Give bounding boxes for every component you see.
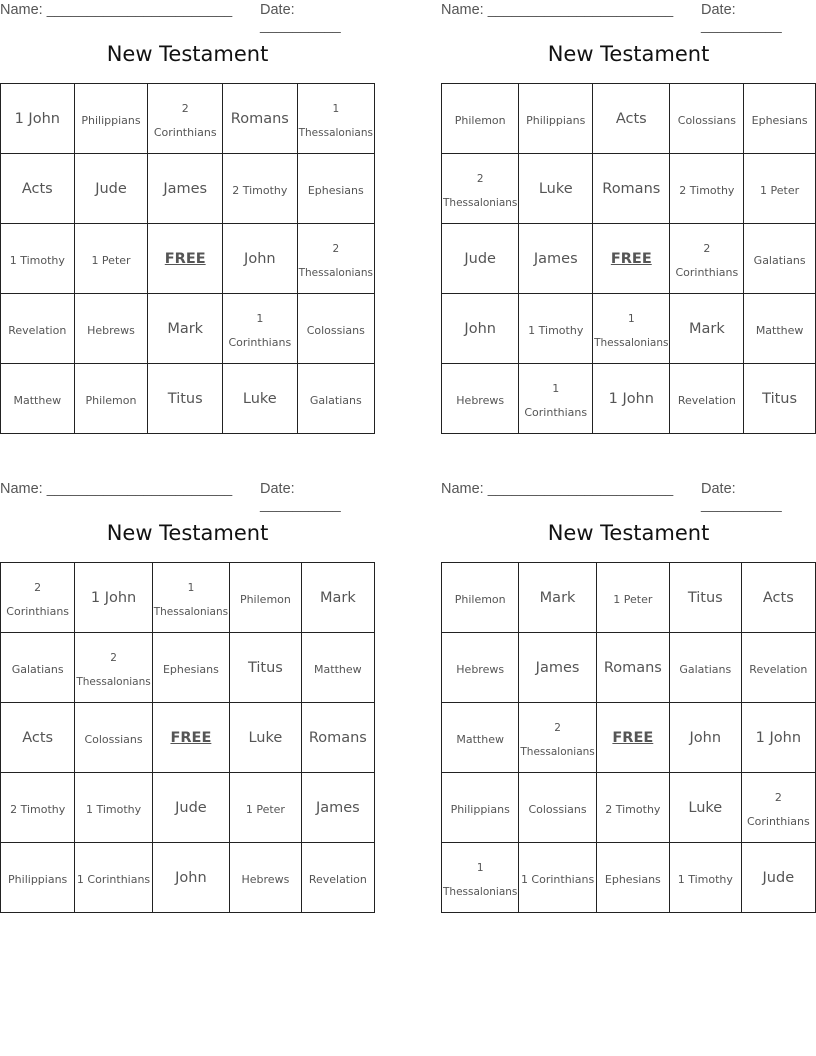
bingo-cell-label: Revelation	[749, 662, 808, 676]
bingo-cell-label: 1 Thessalonians	[298, 103, 373, 139]
free-space	[148, 224, 223, 294]
bingo-cell-label: Philippians	[8, 872, 68, 886]
bingo-cell	[744, 154, 816, 224]
bingo-cell-label: Philippians	[450, 802, 510, 816]
bingo-cell	[519, 154, 593, 224]
bingo-cell	[152, 563, 229, 633]
bingo-cell	[741, 843, 815, 913]
bingo-cell-label: Luke	[242, 391, 277, 408]
bingo-cell-label: 1 Thessalonians	[594, 313, 669, 349]
bingo-cell-label: Ephesians	[307, 183, 364, 197]
bingo-cell	[519, 563, 596, 633]
bingo-row	[1, 154, 375, 224]
bingo-cell	[148, 294, 223, 364]
card-title: New Testament	[106, 42, 269, 66]
bingo-cell	[741, 563, 815, 633]
bingo-cell-label: 2 Timothy	[10, 802, 66, 816]
bingo-cell-label: Acts	[615, 111, 647, 128]
bingo-cell	[744, 224, 816, 294]
bingo-cell-label: Philemon	[85, 393, 137, 407]
bingo-row	[1, 224, 375, 294]
bingo-cell-label: Romans	[602, 181, 661, 198]
bingo-cell-label: 1 Thessalonians	[443, 862, 518, 898]
bingo-cell-label: 2 Thessalonians	[443, 173, 518, 209]
bingo-cell-label: Ephesians	[604, 872, 661, 886]
bingo-cell	[230, 563, 302, 633]
bingo-cell	[442, 773, 519, 843]
bingo-cell-label: 1 Corinthians	[520, 872, 595, 886]
card-title: New Testament	[106, 521, 269, 545]
bingo-cell	[148, 154, 223, 224]
bingo-cell	[593, 84, 670, 154]
bingo-cell-label: 1 Peter	[245, 802, 285, 816]
bingo-cell-label: 1 Timothy	[528, 323, 584, 337]
bingo-cell-label: 2 Corinthians	[6, 581, 70, 618]
bingo-cell	[593, 154, 670, 224]
bingo-cell-label: 2 Thessalonians	[520, 722, 595, 758]
bingo-cell-label: Romans	[308, 730, 367, 747]
bingo-cell	[519, 773, 596, 843]
bingo-row	[1, 773, 375, 843]
bingo-card-3	[0, 479, 375, 887]
bingo-cell	[152, 773, 229, 843]
bingo-cell-label: 1 John	[608, 391, 654, 408]
bingo-row	[1, 633, 375, 703]
bingo-cell-label: James	[315, 800, 360, 817]
bingo-row	[1, 563, 375, 633]
bingo-cell	[301, 843, 374, 913]
bingo-cell-label: Galatians	[11, 662, 64, 676]
bingo-cell	[75, 843, 152, 913]
bingo-cell	[442, 364, 519, 434]
bingo-cell-label: 1 Timothy	[677, 872, 733, 886]
bingo-cell	[74, 154, 148, 224]
bingo-card-2	[441, 0, 816, 419]
bingo-cell	[1, 294, 75, 364]
bingo-cell	[442, 633, 519, 703]
bingo-cell	[223, 224, 298, 294]
bingo-cell	[1, 843, 75, 913]
free-space-label: FREE	[612, 730, 654, 747]
bingo-cell-label: Galatians	[309, 393, 362, 407]
bingo-cell	[519, 703, 596, 773]
free-space-label: FREE	[610, 251, 652, 268]
bingo-cell	[1, 703, 75, 773]
bingo-cell	[75, 563, 152, 633]
bingo-cell	[670, 294, 744, 364]
bingo-cell-label: Hebrews	[241, 872, 290, 886]
bingo-cell-label: Colossians	[84, 732, 143, 746]
bingo-row	[442, 364, 816, 434]
bingo-cell	[301, 703, 374, 773]
bingo-cell	[741, 633, 815, 703]
bingo-cell-label: Revelation	[677, 393, 736, 407]
bingo-row	[442, 773, 816, 843]
bingo-cell-label: Luke	[688, 800, 723, 817]
bingo-cell-label: Titus	[247, 660, 283, 677]
bingo-cell-label: Jude	[95, 181, 127, 198]
bingo-cell-label: Titus	[167, 391, 203, 408]
bingo-cell-label: Jude	[175, 800, 207, 817]
date-field-label: Date: __________	[260, 2, 341, 34]
card-header	[0, 0, 375, 34]
bingo-cell	[741, 773, 815, 843]
bingo-cell-label: Philippians	[81, 113, 141, 127]
name-field-label: Name: _______________________	[441, 2, 674, 18]
bingo-cell	[301, 633, 374, 703]
bingo-cell	[223, 294, 298, 364]
bingo-cell-label: Galatians	[753, 253, 806, 267]
card-title: New Testament	[547, 521, 710, 545]
bingo-cell-label: Mark	[688, 321, 725, 338]
bingo-cell-label: Romans	[230, 111, 289, 128]
bingo-cell	[1, 633, 75, 703]
bingo-cell	[519, 843, 596, 913]
bingo-cell	[152, 843, 229, 913]
bingo-cell	[670, 84, 744, 154]
bingo-cell	[596, 633, 669, 703]
bingo-row	[1, 364, 375, 434]
bingo-cell-label: 1 John	[14, 111, 60, 128]
card-header	[0, 479, 375, 513]
bingo-cell-label: 2 Corinthians	[675, 242, 739, 279]
bingo-cell	[519, 294, 593, 364]
bingo-cell-label: Jude	[762, 870, 795, 887]
bingo-row	[442, 633, 816, 703]
bingo-cell-label: Matthew	[314, 662, 362, 676]
bingo-cell	[593, 294, 670, 364]
bingo-cell-label: 1 Timothy	[85, 802, 142, 816]
bingo-cell	[223, 364, 298, 434]
bingo-cell	[442, 154, 519, 224]
name-field-label: Name: _______________________	[441, 481, 674, 497]
bingo-cell-label: Philemon	[454, 113, 506, 127]
bingo-cell	[519, 633, 596, 703]
bingo-cell	[1, 224, 75, 294]
bingo-row	[442, 843, 816, 913]
bingo-cell-label: 1 Corinthians	[524, 382, 588, 419]
bingo-cell	[442, 224, 519, 294]
bingo-cell-label: Philemon	[239, 592, 291, 606]
bingo-cell	[301, 773, 374, 843]
bingo-cell-label: Acts	[21, 181, 53, 198]
bingo-cell-label: Romans	[603, 660, 662, 677]
bingo-cell	[1, 364, 75, 434]
bingo-cell-label: Acts	[22, 730, 54, 747]
bingo-cell-label: Matthew	[13, 393, 62, 407]
bingo-cell	[669, 563, 741, 633]
bingo-cell-label: Ephesians	[162, 662, 219, 676]
bingo-cell-label: 1 Thessalonians	[153, 582, 229, 618]
bingo-cell-label: 2 Corinthians	[153, 102, 217, 139]
bingo-cell	[744, 364, 816, 434]
bingo-cell	[669, 773, 741, 843]
bingo-grid	[0, 562, 375, 913]
bingo-cell	[148, 84, 223, 154]
bingo-cell	[74, 84, 148, 154]
bingo-row	[1, 703, 375, 773]
bingo-cell-label: Luke	[248, 730, 283, 747]
bingo-cell-label: Matthew	[456, 732, 504, 746]
bingo-cell	[223, 84, 298, 154]
date-field-label: Date: __________	[701, 481, 782, 513]
bingo-cell	[230, 633, 302, 703]
bingo-cell-label: Titus	[687, 590, 723, 607]
bingo-cell-label: 2 Corinthians	[746, 791, 810, 828]
bingo-cell	[596, 843, 669, 913]
bingo-cell	[519, 224, 593, 294]
bingo-cell	[1, 154, 75, 224]
bingo-cell-label: James	[533, 251, 578, 268]
bingo-cell-label: Philemon	[454, 592, 506, 606]
bingo-cell-label: Philippians	[526, 113, 586, 127]
bingo-cell-label: 1 John	[90, 590, 137, 607]
bingo-row	[442, 294, 816, 364]
bingo-card-1	[0, 0, 375, 408]
free-space-label: FREE	[164, 251, 206, 268]
bingo-cell	[223, 154, 298, 224]
bingo-cell	[230, 843, 302, 913]
bingo-cell	[230, 773, 302, 843]
bingo-row	[442, 84, 816, 154]
bingo-cell-label: Mark	[167, 321, 204, 338]
bingo-cell	[148, 364, 223, 434]
bingo-cell	[744, 84, 816, 154]
bingo-cell-label: Luke	[538, 181, 573, 198]
bingo-cell-label: Ephesians	[751, 113, 808, 127]
bingo-cell	[74, 294, 148, 364]
free-space	[593, 224, 670, 294]
bingo-cell	[596, 773, 669, 843]
bingo-row	[1, 84, 375, 154]
bingo-cell-label: Titus	[762, 391, 798, 408]
bingo-cell	[230, 703, 302, 773]
bingo-cell-label: 2 Thessalonians	[298, 243, 373, 279]
bingo-cell	[297, 154, 374, 224]
free-space-label: FREE	[170, 730, 212, 747]
bingo-cell-label: Hebrews	[456, 393, 505, 407]
bingo-cell	[442, 84, 519, 154]
bingo-cell-label: 2 Thessalonians	[76, 652, 151, 688]
bingo-grid	[441, 562, 816, 913]
bingo-cell	[442, 294, 519, 364]
bingo-cell	[1, 563, 75, 633]
bingo-cell	[670, 224, 744, 294]
bingo-cell	[670, 364, 744, 434]
bingo-row	[442, 154, 816, 224]
bingo-cell	[442, 563, 519, 633]
bingo-cell	[669, 703, 741, 773]
bingo-cell	[74, 364, 148, 434]
name-field-label: Name: _______________________	[0, 2, 233, 18]
bingo-row	[442, 703, 816, 773]
bingo-cell	[442, 703, 519, 773]
bingo-cell-label: Colossians	[677, 113, 736, 127]
bingo-row	[442, 224, 816, 294]
bingo-cell	[519, 364, 593, 434]
bingo-cell	[75, 773, 152, 843]
bingo-cell	[75, 633, 152, 703]
bingo-cell	[593, 364, 670, 434]
bingo-cell-label: James	[163, 181, 208, 198]
bingo-cell	[744, 294, 816, 364]
bingo-cell	[74, 224, 148, 294]
bingo-cell-label: Hebrews	[456, 662, 505, 676]
bingo-cell	[670, 154, 744, 224]
bingo-cell-label: Matthew	[755, 323, 804, 337]
bingo-card-4	[441, 479, 816, 898]
bingo-cell	[1, 773, 75, 843]
bingo-cell-label: Colossians	[306, 323, 365, 337]
bingo-cell-label: John	[244, 251, 276, 268]
bingo-cell-label: Colossians	[528, 802, 587, 816]
bingo-row	[1, 843, 375, 913]
bingo-cell	[75, 703, 152, 773]
bingo-cell-label: 1 Corinthians	[228, 312, 292, 349]
bingo-cell	[297, 224, 374, 294]
bingo-cell	[1, 84, 75, 154]
bingo-cell	[301, 563, 374, 633]
bingo-cell	[741, 703, 815, 773]
bingo-cell-label: 1 Peter	[760, 183, 800, 197]
bingo-cell-label: 2 Timothy	[605, 802, 661, 816]
bingo-grid	[0, 83, 375, 434]
bingo-cell	[442, 843, 519, 913]
bingo-cell-label: Mark	[319, 590, 356, 607]
card-header	[441, 0, 816, 34]
bingo-row	[442, 563, 816, 633]
bingo-grid	[441, 83, 816, 434]
card-title: New Testament	[547, 42, 710, 66]
bingo-cell-label: Hebrews	[87, 323, 135, 337]
free-space	[152, 703, 229, 773]
bingo-cell-label: 1 Peter	[91, 253, 131, 267]
bingo-cell-label: Revelation	[8, 323, 67, 337]
name-field-label: Name: _______________________	[0, 481, 233, 497]
bingo-cell-label: Jude	[464, 251, 496, 268]
bingo-cell-label: Revelation	[308, 872, 367, 886]
bingo-cell	[152, 633, 229, 703]
bingo-cell	[669, 633, 741, 703]
bingo-cell	[297, 364, 374, 434]
bingo-row	[1, 294, 375, 364]
bingo-cell	[519, 84, 593, 154]
date-field-label: Date: __________	[701, 2, 782, 34]
bingo-cell	[297, 294, 374, 364]
bingo-cell-label: 1 Corinthians	[76, 872, 151, 886]
bingo-cell-label: Mark	[539, 590, 576, 607]
card-header	[441, 479, 816, 513]
bingo-cell-label: 2 Timothy	[679, 183, 735, 197]
bingo-cell-label: John	[464, 321, 496, 338]
bingo-cell-label: 1 Timothy	[9, 253, 65, 267]
free-space	[596, 703, 669, 773]
bingo-cell-label: John	[175, 870, 207, 887]
bingo-cell	[297, 84, 374, 154]
date-field-label: Date: __________	[260, 481, 341, 513]
bingo-cell	[669, 843, 741, 913]
bingo-cell-label: 1 John	[755, 730, 802, 747]
bingo-cell-label: John	[689, 730, 722, 747]
bingo-cell	[596, 563, 669, 633]
bingo-cell-label: Galatians	[679, 662, 732, 676]
bingo-cell-label: 2 Timothy	[232, 183, 288, 197]
bingo-cell-label: Acts	[762, 590, 794, 607]
bingo-cell-label: James	[535, 660, 580, 677]
bingo-cell-label: 1 Peter	[613, 592, 653, 606]
